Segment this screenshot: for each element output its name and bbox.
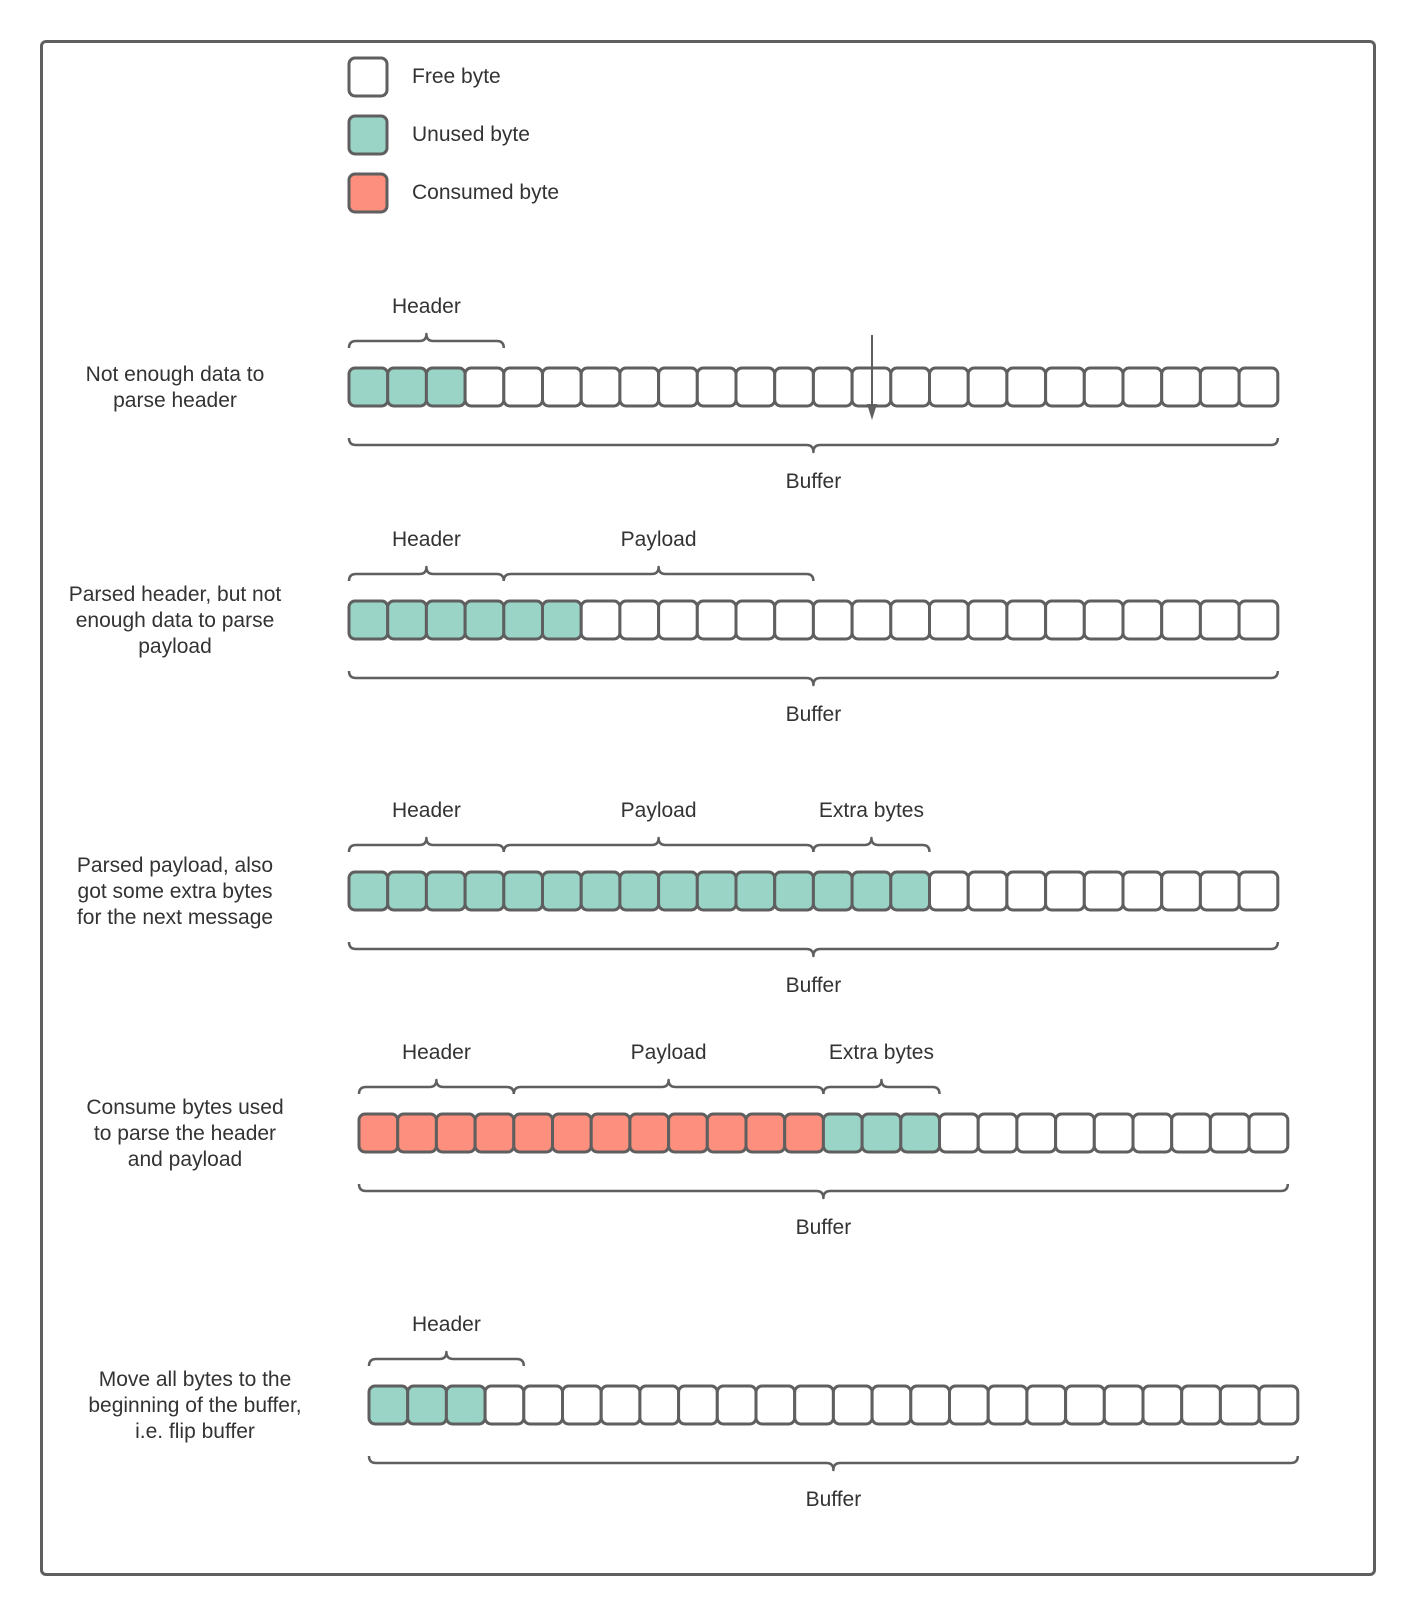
segment-brace [823,1080,939,1094]
byte-cell [465,368,504,406]
byte-cell [1172,1114,1211,1152]
byte-cell [620,368,659,406]
byte-cell [930,872,969,910]
byte-cell [563,1386,602,1424]
buffer-brace [349,942,1278,956]
legend-label-unused: Unused byte [412,123,530,146]
segment-brace [813,838,929,852]
segment-label: Payload [620,528,697,551]
byte-cell [601,1386,640,1424]
byte-cell [553,1114,592,1152]
segment-label: Header [401,1041,471,1064]
row-caption: Parsed header, but not enough data to parse payload [68,583,282,658]
byte-cell [756,1386,795,1424]
byte-cell [1046,601,1085,639]
byte-cell [426,368,465,406]
byte-cell [581,872,620,910]
byte-cell [581,368,620,406]
row-caption: Not enough data to parse header [85,363,265,412]
byte-cell [349,601,388,639]
byte-cell [679,1386,718,1424]
byte-cell [359,1114,398,1152]
segment-label: Payload [630,1041,707,1064]
segment-label: Header [391,295,461,318]
byte-cell [669,1114,708,1152]
buffer-brace [349,671,1278,685]
byte-cell [1007,601,1046,639]
byte-cell [891,368,930,406]
segment-brace [359,1080,514,1094]
byte-cell [504,872,543,910]
byte-cell [968,872,1007,910]
byte-cell [968,368,1007,406]
byte-cell [1084,601,1123,639]
byte-cell [823,1114,862,1152]
byte-cell [852,872,891,910]
byte-cell [1123,368,1162,406]
byte-cell [1104,1386,1143,1424]
segment-brace [349,567,504,581]
byte-cell [1249,1114,1288,1152]
byte-cell [736,368,775,406]
byte-cell [950,1386,989,1424]
byte-cell [862,1114,901,1152]
buffer-brace [349,438,1278,452]
byte-cell [891,601,930,639]
byte-cell [736,601,775,639]
byte-cell [707,1114,746,1152]
byte-cell [659,601,698,639]
buffer-label: Buffer [785,703,842,726]
byte-cell [795,1386,834,1424]
byte-cell [475,1114,514,1152]
byte-cell [1182,1386,1221,1424]
byte-cell [1220,1386,1259,1424]
byte-cell [736,872,775,910]
byte-cell [940,1114,979,1152]
byte-cell [1239,368,1278,406]
segment-brace [349,838,504,852]
segment-brace [504,838,814,852]
byte-cell [1259,1386,1298,1424]
byte-cell [388,601,427,639]
byte-cell [1162,601,1201,639]
byte-cell [930,601,969,639]
legend-swatch-unused [349,116,387,154]
buffer-label: Buffer [795,1216,852,1239]
byte-cell [1007,368,1046,406]
byte-cell [1239,872,1278,910]
byte-cell [591,1114,630,1152]
legend-label-free: Free byte [412,65,501,88]
byte-cell [872,1386,911,1424]
legend-swatch-free [349,58,387,96]
legend-swatch-consumed [349,174,387,212]
byte-cell [1017,1114,1056,1152]
byte-cell [697,872,736,910]
byte-cell [1200,368,1239,406]
byte-cell [620,872,659,910]
byte-cell [746,1114,785,1152]
segment-label: Payload [620,799,697,822]
row-caption: Consume bytes used to parse the header and payload [86,1096,284,1171]
byte-cell [813,368,852,406]
buffer-brace [369,1456,1298,1470]
byte-cell [1084,368,1123,406]
byte-cell [901,1114,940,1152]
byte-cell [581,601,620,639]
segment-label: Header [391,799,461,822]
byte-cell [775,601,814,639]
byte-cell [1084,872,1123,910]
arrow-head [867,404,877,420]
segment-label: Extra bytes [828,1041,934,1064]
byte-cell [659,872,698,910]
buffer-label: Buffer [785,974,842,997]
byte-cell [349,368,388,406]
byte-cell [504,601,543,639]
byte-cell [524,1386,563,1424]
byte-cell [1027,1386,1066,1424]
byte-cell [408,1386,447,1424]
byte-cell [465,872,504,910]
byte-cell [543,872,582,910]
byte-cell [630,1114,669,1152]
byte-cell [640,1386,679,1424]
byte-cell [785,1114,824,1152]
segment-label: Header [411,1313,481,1336]
buffer-brace [359,1184,1288,1198]
byte-cell [485,1386,524,1424]
byte-cell [1123,872,1162,910]
byte-cell [543,601,582,639]
byte-cell [775,872,814,910]
byte-cell [775,368,814,406]
byte-cell [1056,1114,1095,1152]
byte-cell [436,1114,475,1152]
byte-cell [968,601,1007,639]
byte-cell [1143,1386,1182,1424]
byte-cell [988,1386,1027,1424]
buffer-label: Buffer [805,1488,862,1511]
byte-cell [717,1386,756,1424]
byte-cell [833,1386,872,1424]
byte-cell [813,872,852,910]
segment-brace [504,567,814,581]
byte-cell [1046,368,1085,406]
byte-cell [978,1114,1017,1152]
segment-brace [514,1080,824,1094]
byte-cell [1007,872,1046,910]
byte-cell [813,601,852,639]
byte-cell [697,368,736,406]
segment-label: Header [391,528,461,551]
byte-cell [388,368,427,406]
byte-cell [911,1386,950,1424]
byte-cell [1239,601,1278,639]
segment-brace [349,334,504,348]
byte-cell [446,1386,485,1424]
byte-cell [852,601,891,639]
byte-cell [1133,1114,1172,1152]
row-caption: Move all bytes to the beginning of the buffer, i.e. flip buffer [88,1368,302,1443]
byte-cell [514,1114,553,1152]
byte-cell [1200,872,1239,910]
byte-cell [388,872,427,910]
byte-cell [1094,1114,1133,1152]
byte-cell [369,1386,408,1424]
byte-cell [465,601,504,639]
byte-cell [1123,601,1162,639]
byte-cell [543,368,582,406]
byte-cell [398,1114,437,1152]
byte-cell [1200,601,1239,639]
byte-cell [1066,1386,1105,1424]
byte-cell [659,368,698,406]
segment-label: Extra bytes [818,799,924,822]
byte-cell [697,601,736,639]
byte-cell [930,368,969,406]
byte-cell [1162,872,1201,910]
segment-brace [369,1352,524,1366]
legend-label-consumed: Consumed byte [412,181,560,204]
byte-cell [1046,872,1085,910]
buffer-label: Buffer [785,470,842,493]
byte-cell [349,872,388,910]
byte-cell [426,601,465,639]
byte-cell [1162,368,1201,406]
row-caption: Parsed payload, also got some extra bytes for the next message [76,854,274,929]
byte-cell [620,601,659,639]
byte-cell [504,368,543,406]
byte-cell [1210,1114,1249,1152]
byte-cell [891,872,930,910]
byte-cell [426,872,465,910]
